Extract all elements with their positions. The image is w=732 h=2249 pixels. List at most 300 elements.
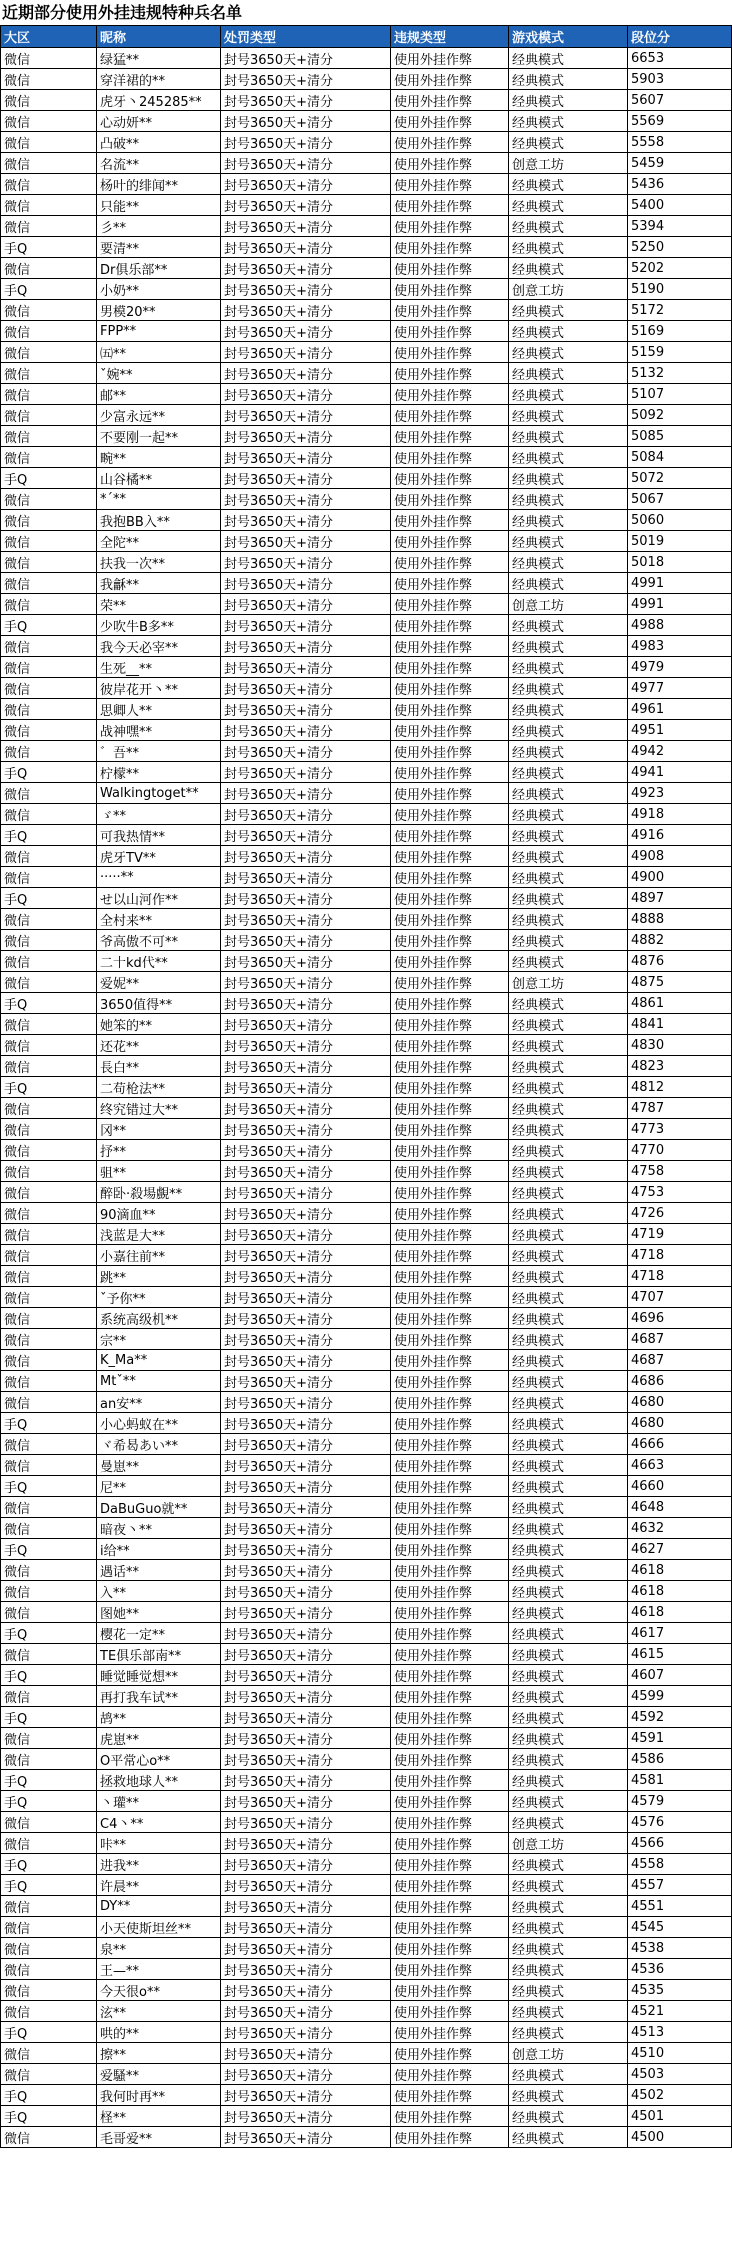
penalty-type-cell: 封号3650天+清分 xyxy=(221,1959,391,1980)
game-mode-cell: 经典模式 xyxy=(509,1056,628,1077)
violation-type-cell: 使用外挂作弊 xyxy=(391,930,509,951)
violation-type-cell: 使用外挂作弊 xyxy=(391,1287,509,1308)
rank-score-cell: 5018 xyxy=(628,552,732,573)
rank-score-cell: 4988 xyxy=(628,615,732,636)
rank-score-cell: 4941 xyxy=(628,762,732,783)
penalty-type-cell: 封号3650天+清分 xyxy=(221,1455,391,1476)
nickname-cell: 二苟枪法** xyxy=(97,1077,221,1098)
game-mode-cell: 经典模式 xyxy=(509,846,628,867)
region-cell: 微信 xyxy=(1,111,97,132)
region-cell: 微信 xyxy=(1,1329,97,1350)
nickname-cell: ·····** xyxy=(97,867,221,888)
region-cell: 微信 xyxy=(1,195,97,216)
region-cell: 手Q xyxy=(1,888,97,909)
violation-type-cell: 使用外挂作弊 xyxy=(391,804,509,825)
rank-score-cell: 4770 xyxy=(628,1140,732,1161)
penalty-type-cell: 封号3650天+清分 xyxy=(221,1287,391,1308)
violation-type-cell: 使用外挂作弊 xyxy=(391,1959,509,1980)
violation-type-cell: 使用外挂作弊 xyxy=(391,1518,509,1539)
penalty-type-cell: 封号3650天+清分 xyxy=(221,426,391,447)
rank-score-cell: 5067 xyxy=(628,489,732,510)
game-mode-cell: 经典模式 xyxy=(509,2064,628,2085)
penalty-type-cell: 封号3650天+清分 xyxy=(221,153,391,174)
violation-type-cell: 使用外挂作弊 xyxy=(391,1350,509,1371)
table-header-row xyxy=(1,26,732,48)
violation-type-cell: 使用外挂作弊 xyxy=(391,153,509,174)
penalty-type-cell: 封号3650天+清分 xyxy=(221,657,391,678)
rank-score-cell: 4687 xyxy=(628,1329,732,1350)
region-cell: 手Q xyxy=(1,1623,97,1644)
table-row xyxy=(1,1854,732,1875)
violation-type-cell: 使用外挂作弊 xyxy=(391,1602,509,1623)
violation-type-cell: 使用外挂作弊 xyxy=(391,132,509,153)
nickname-cell: 穿洋裙的** xyxy=(97,69,221,90)
rank-score-cell: 5202 xyxy=(628,258,732,279)
nickname-cell: 擦** xyxy=(97,2043,221,2064)
nickname-cell: 心动妍** xyxy=(97,111,221,132)
nickname-cell: 今天很o** xyxy=(97,1980,221,2001)
region-cell: 手Q xyxy=(1,237,97,258)
game-mode-cell: 经典模式 xyxy=(509,489,628,510)
table-row xyxy=(1,846,732,867)
region-cell: 微信 xyxy=(1,846,97,867)
game-mode-cell: 经典模式 xyxy=(509,825,628,846)
table-row xyxy=(1,1770,732,1791)
violation-type-cell: 使用外挂作弊 xyxy=(391,69,509,90)
nickname-cell: 思卿人** xyxy=(97,699,221,720)
violation-type-cell: 使用外挂作弊 xyxy=(391,2106,509,2127)
region-cell: 微信 xyxy=(1,1602,97,1623)
game-mode-cell: 创意工坊 xyxy=(509,1833,628,1854)
violation-type-cell: 使用外挂作弊 xyxy=(391,2001,509,2022)
violation-type-cell: 使用外挂作弊 xyxy=(391,1896,509,1917)
region-cell: 微信 xyxy=(1,1833,97,1854)
violation-type-cell: 使用外挂作弊 xyxy=(391,1770,509,1791)
violation-type-cell: 使用外挂作弊 xyxy=(391,1707,509,1728)
nickname-cell: 跳** xyxy=(97,1266,221,1287)
penalty-type-cell: 封号3650天+清分 xyxy=(221,2085,391,2106)
penalty-type-cell: 封号3650天+清分 xyxy=(221,1665,391,1686)
region-cell: 微信 xyxy=(1,1140,97,1161)
nickname-cell: TE俱乐部南** xyxy=(97,1644,221,1665)
violation-type-cell: 使用外挂作弊 xyxy=(391,615,509,636)
rank-score-cell: 4576 xyxy=(628,1812,732,1833)
table-row xyxy=(1,1686,732,1707)
game-mode-cell: 经典模式 xyxy=(509,867,628,888)
nickname-cell: 鸪** xyxy=(97,1707,221,1728)
rank-score-cell: 5169 xyxy=(628,321,732,342)
violation-type-cell: 使用外挂作弊 xyxy=(391,195,509,216)
region-cell: 微信 xyxy=(1,1812,97,1833)
nickname-cell: 畹** xyxy=(97,447,221,468)
violation-type-cell: 使用外挂作弊 xyxy=(391,258,509,279)
penalty-type-cell: 封号3650天+清分 xyxy=(221,720,391,741)
region-cell: 手Q xyxy=(1,615,97,636)
nickname-cell: 抒** xyxy=(97,1140,221,1161)
rank-score-cell: 4830 xyxy=(628,1035,732,1056)
game-mode-cell: 经典模式 xyxy=(509,447,628,468)
violation-type-cell: 使用外挂作弊 xyxy=(391,405,509,426)
nickname-cell: 邮** xyxy=(97,384,221,405)
region-cell: 微信 xyxy=(1,1266,97,1287)
nickname-cell: Dr俱乐部** xyxy=(97,258,221,279)
region-cell: 手Q xyxy=(1,1539,97,1560)
nickname-cell: 山谷橘** xyxy=(97,468,221,489)
region-cell: 微信 xyxy=(1,1980,97,2001)
rank-score-cell: 4876 xyxy=(628,951,732,972)
penalty-type-cell: 封号3650天+清分 xyxy=(221,888,391,909)
nickname-cell: 不要刚一起** xyxy=(97,426,221,447)
table-row xyxy=(1,1434,732,1455)
rank-score-cell: 5459 xyxy=(628,153,732,174)
game-mode-cell: 经典模式 xyxy=(509,69,628,90)
penalty-type-cell: 封号3650天+清分 xyxy=(221,1098,391,1119)
penalty-type-cell: 封号3650天+清分 xyxy=(221,384,391,405)
rank-score-cell: 5190 xyxy=(628,279,732,300)
nickname-cell: 再打我车试** xyxy=(97,1686,221,1707)
penalty-type-cell: 封号3650天+清分 xyxy=(221,1308,391,1329)
nickname-cell: DaBuGuo就** xyxy=(97,1497,221,1518)
nickname-cell: 泉** xyxy=(97,1938,221,1959)
nickname-cell: ゞ** xyxy=(97,804,221,825)
nickname-cell: 王—** xyxy=(97,1959,221,1980)
game-mode-cell: 经典模式 xyxy=(509,1602,628,1623)
rank-score-cell: 4882 xyxy=(628,930,732,951)
nickname-cell: 柠檬** xyxy=(97,762,221,783)
game-mode-cell: 经典模式 xyxy=(509,2127,628,2148)
nickname-cell: O平常心o** xyxy=(97,1749,221,1770)
nickname-cell: Mtˇ** xyxy=(97,1371,221,1392)
table-row xyxy=(1,720,732,741)
table-row xyxy=(1,237,732,258)
game-mode-cell: 经典模式 xyxy=(509,1497,628,1518)
region-cell: 微信 xyxy=(1,405,97,426)
nickname-cell: 二十kd代** xyxy=(97,951,221,972)
penalty-type-cell: 封号3650天+清分 xyxy=(221,132,391,153)
region-cell: 微信 xyxy=(1,153,97,174)
violation-type-cell: 使用外挂作弊 xyxy=(391,552,509,573)
nickname-cell: 曼崽** xyxy=(97,1455,221,1476)
nickname-cell: 只能** xyxy=(97,195,221,216)
table-row xyxy=(1,90,732,111)
penalty-type-cell: 封号3650天+清分 xyxy=(221,1896,391,1917)
violation-type-cell: 使用外挂作弊 xyxy=(391,216,509,237)
header-violation-type: 违规类型 xyxy=(391,26,509,48)
violation-type-cell: 使用外挂作弊 xyxy=(391,678,509,699)
nickname-cell: ゛吾** xyxy=(97,741,221,762)
game-mode-cell: 经典模式 xyxy=(509,258,628,279)
table-row xyxy=(1,1980,732,2001)
table-row xyxy=(1,1308,732,1329)
penalty-type-cell: 封号3650天+清分 xyxy=(221,783,391,804)
region-cell: 微信 xyxy=(1,174,97,195)
table-row xyxy=(1,1497,732,1518)
nickname-cell: 生死__** xyxy=(97,657,221,678)
violation-type-cell: 使用外挂作弊 xyxy=(391,867,509,888)
nickname-cell: 小奶** xyxy=(97,279,221,300)
violation-type-cell: 使用外挂作弊 xyxy=(391,1455,509,1476)
nickname-cell: 3650值得** xyxy=(97,993,221,1014)
game-mode-cell: 经典模式 xyxy=(509,237,628,258)
table-row xyxy=(1,1917,732,1938)
violation-type-cell: 使用外挂作弊 xyxy=(391,909,509,930)
table-row xyxy=(1,447,732,468)
region-cell: 微信 xyxy=(1,804,97,825)
table-row xyxy=(1,48,732,69)
rank-score-cell: 5569 xyxy=(628,111,732,132)
header-rank-score: 段位分 xyxy=(628,26,732,48)
violation-type-cell: 使用外挂作弊 xyxy=(391,531,509,552)
game-mode-cell: 经典模式 xyxy=(509,1749,628,1770)
penalty-type-cell: 封号3650天+清分 xyxy=(221,930,391,951)
table-row xyxy=(1,321,732,342)
region-cell: 微信 xyxy=(1,909,97,930)
penalty-type-cell: 封号3650天+清分 xyxy=(221,1938,391,1959)
rank-score-cell: 5132 xyxy=(628,363,732,384)
table-row xyxy=(1,1455,732,1476)
game-mode-cell: 经典模式 xyxy=(509,804,628,825)
region-cell: 微信 xyxy=(1,720,97,741)
violation-type-cell: 使用外挂作弊 xyxy=(391,1014,509,1035)
nickname-cell: 男模20** xyxy=(97,300,221,321)
violation-type-cell: 使用外挂作弊 xyxy=(391,1161,509,1182)
penalty-type-cell: 封号3650天+清分 xyxy=(221,993,391,1014)
rank-score-cell: 4897 xyxy=(628,888,732,909)
violation-type-cell: 使用外挂作弊 xyxy=(391,1686,509,1707)
violation-type-cell: 使用外挂作弊 xyxy=(391,1434,509,1455)
region-cell: 微信 xyxy=(1,363,97,384)
region-cell: 微信 xyxy=(1,1203,97,1224)
rank-score-cell: 4977 xyxy=(628,678,732,699)
violation-type-cell: 使用外挂作弊 xyxy=(391,510,509,531)
violation-type-cell: 使用外挂作弊 xyxy=(391,720,509,741)
penalty-type-cell: 封号3650天+清分 xyxy=(221,1560,391,1581)
rank-score-cell: 4618 xyxy=(628,1560,732,1581)
region-cell: 微信 xyxy=(1,678,97,699)
table-row xyxy=(1,1959,732,1980)
violation-type-cell: 使用外挂作弊 xyxy=(391,1182,509,1203)
penalty-type-cell: 封号3650天+清分 xyxy=(221,1644,391,1665)
region-cell: 手Q xyxy=(1,1476,97,1497)
region-cell: 微信 xyxy=(1,447,97,468)
table-row xyxy=(1,930,732,951)
game-mode-cell: 经典模式 xyxy=(509,1266,628,1287)
table-row xyxy=(1,1791,732,1812)
table-row xyxy=(1,1896,732,1917)
nickname-cell: 拯救地球人** xyxy=(97,1770,221,1791)
region-cell: 手Q xyxy=(1,468,97,489)
rank-score-cell: 4500 xyxy=(628,2127,732,2148)
rank-score-cell: 5250 xyxy=(628,237,732,258)
violation-type-cell: 使用外挂作弊 xyxy=(391,300,509,321)
rank-score-cell: 4773 xyxy=(628,1119,732,1140)
violation-type-cell: 使用外挂作弊 xyxy=(391,1917,509,1938)
region-cell: 手Q xyxy=(1,1791,97,1812)
nickname-cell: 荣** xyxy=(97,594,221,615)
nickname-cell: 樱花一定** xyxy=(97,1623,221,1644)
penalty-type-cell: 封号3650天+清分 xyxy=(221,111,391,132)
region-cell: 微信 xyxy=(1,1581,97,1602)
game-mode-cell: 经典模式 xyxy=(509,552,628,573)
penalty-type-cell: 封号3650天+清分 xyxy=(221,1602,391,1623)
nickname-cell: 泫** xyxy=(97,2001,221,2022)
region-cell: 微信 xyxy=(1,531,97,552)
rank-score-cell: 4607 xyxy=(628,1665,732,1686)
violation-type-cell: 使用外挂作弊 xyxy=(391,1476,509,1497)
region-cell: 微信 xyxy=(1,1728,97,1749)
violation-type-cell: 使用外挂作弊 xyxy=(391,363,509,384)
violation-type-cell: 使用外挂作弊 xyxy=(391,2064,509,2085)
game-mode-cell: 经典模式 xyxy=(509,678,628,699)
game-mode-cell: 经典模式 xyxy=(509,1119,628,1140)
violation-type-cell: 使用外挂作弊 xyxy=(391,2022,509,2043)
game-mode-cell: 经典模式 xyxy=(509,174,628,195)
nickname-cell: 丶瓘** xyxy=(97,1791,221,1812)
header-game-mode: 游戏模式 xyxy=(509,26,628,48)
game-mode-cell: 经典模式 xyxy=(509,1728,628,1749)
violation-type-cell: 使用外挂作弊 xyxy=(391,1245,509,1266)
game-mode-cell: 经典模式 xyxy=(509,699,628,720)
rank-score-cell: 4923 xyxy=(628,783,732,804)
nickname-cell: 暗夜丶** xyxy=(97,1518,221,1539)
rank-score-cell: 4558 xyxy=(628,1854,732,1875)
game-mode-cell: 经典模式 xyxy=(509,1224,628,1245)
rank-score-cell: 4908 xyxy=(628,846,732,867)
rank-score-cell: 4599 xyxy=(628,1686,732,1707)
game-mode-cell: 经典模式 xyxy=(509,1077,628,1098)
table-row xyxy=(1,1476,732,1497)
nickname-cell: DY** xyxy=(97,1896,221,1917)
table-row xyxy=(1,825,732,846)
region-cell: 微信 xyxy=(1,1959,97,1980)
table-row xyxy=(1,1749,732,1770)
rank-score-cell: 4545 xyxy=(628,1917,732,1938)
violation-type-cell: 使用外挂作弊 xyxy=(391,1791,509,1812)
game-mode-cell: 经典模式 xyxy=(509,1371,628,1392)
region-cell: 微信 xyxy=(1,741,97,762)
region-cell: 手Q xyxy=(1,279,97,300)
penalty-type-cell: 封号3650天+清分 xyxy=(221,615,391,636)
game-mode-cell: 经典模式 xyxy=(509,720,628,741)
penalty-type-cell: 封号3650天+清分 xyxy=(221,1182,391,1203)
violation-type-cell: 使用外挂作弊 xyxy=(391,384,509,405)
rank-score-cell: 5172 xyxy=(628,300,732,321)
region-cell: 微信 xyxy=(1,258,97,279)
penalty-type-cell: 封号3650天+清分 xyxy=(221,1581,391,1602)
region-cell: 微信 xyxy=(1,1938,97,1959)
nickname-cell: 要清** xyxy=(97,237,221,258)
table-row xyxy=(1,1728,732,1749)
table-row xyxy=(1,1392,732,1413)
nickname-cell: 睡觉睡觉想** xyxy=(97,1665,221,1686)
table-row xyxy=(1,2043,732,2064)
rank-score-cell: 4666 xyxy=(628,1434,732,1455)
penalty-type-cell: 封号3650天+清分 xyxy=(221,573,391,594)
table-row xyxy=(1,279,732,300)
region-cell: 微信 xyxy=(1,1371,97,1392)
game-mode-cell: 经典模式 xyxy=(509,1014,628,1035)
table-row xyxy=(1,153,732,174)
violation-type-cell: 使用外挂作弊 xyxy=(391,237,509,258)
penalty-type-cell: 封号3650天+清分 xyxy=(221,90,391,111)
violation-type-cell: 使用外挂作弊 xyxy=(391,174,509,195)
region-cell: 微信 xyxy=(1,1035,97,1056)
game-mode-cell: 经典模式 xyxy=(509,1791,628,1812)
game-mode-cell: 经典模式 xyxy=(509,1581,628,1602)
penalty-type-cell: 封号3650天+清分 xyxy=(221,468,391,489)
region-cell: 手Q xyxy=(1,1413,97,1434)
violation-type-cell: 使用外挂作弊 xyxy=(391,342,509,363)
region-cell: 微信 xyxy=(1,1308,97,1329)
region-cell: 微信 xyxy=(1,48,97,69)
game-mode-cell: 经典模式 xyxy=(509,1434,628,1455)
rank-score-cell: 4680 xyxy=(628,1392,732,1413)
penalty-type-cell: 封号3650天+清分 xyxy=(221,258,391,279)
penalty-type-cell: 封号3650天+清分 xyxy=(221,2043,391,2064)
penalty-type-cell: 封号3650天+清分 xyxy=(221,1917,391,1938)
nickname-cell: 图她** xyxy=(97,1602,221,1623)
game-mode-cell: 创意工坊 xyxy=(509,594,628,615)
rank-score-cell: 5903 xyxy=(628,69,732,90)
nickname-cell: 哄的** xyxy=(97,2022,221,2043)
penalty-type-cell: 封号3650天+清分 xyxy=(221,321,391,342)
nickname-cell: ヾ希曷あい** xyxy=(97,1434,221,1455)
region-cell: 微信 xyxy=(1,300,97,321)
nickname-cell: 许晨** xyxy=(97,1875,221,1896)
region-cell: 手Q xyxy=(1,2085,97,2106)
penalty-type-cell: 封号3650天+清分 xyxy=(221,279,391,300)
table-row xyxy=(1,657,732,678)
penalty-type-cell: 封号3650天+清分 xyxy=(221,489,391,510)
table-row xyxy=(1,615,732,636)
region-cell: 微信 xyxy=(1,1287,97,1308)
nickname-cell: 小天使斯坦丝** xyxy=(97,1917,221,1938)
penalty-type-cell: 封号3650天+清分 xyxy=(221,1350,391,1371)
game-mode-cell: 经典模式 xyxy=(509,1644,628,1665)
nickname-cell: 杨叶的绯闻** xyxy=(97,174,221,195)
nickname-cell: 少富永远** xyxy=(97,405,221,426)
table-row xyxy=(1,1203,732,1224)
rank-score-cell: 4951 xyxy=(628,720,732,741)
violation-type-cell: 使用外挂作弊 xyxy=(391,2127,509,2148)
table-row xyxy=(1,531,732,552)
table-row xyxy=(1,1182,732,1203)
rank-score-cell: 4648 xyxy=(628,1497,732,1518)
violation-type-cell: 使用外挂作弊 xyxy=(391,1308,509,1329)
nickname-cell: FPP** xyxy=(97,321,221,342)
nickname-cell: 冈** xyxy=(97,1119,221,1140)
region-cell: 微信 xyxy=(1,69,97,90)
violation-type-cell: 使用外挂作弊 xyxy=(391,111,509,132)
game-mode-cell: 经典模式 xyxy=(509,930,628,951)
nickname-cell: 进我** xyxy=(97,1854,221,1875)
game-mode-cell: 经典模式 xyxy=(509,1896,628,1917)
region-cell: 手Q xyxy=(1,993,97,1014)
rank-score-cell: 4726 xyxy=(628,1203,732,1224)
table-row xyxy=(1,111,732,132)
table-row xyxy=(1,2022,732,2043)
rank-score-cell: 5400 xyxy=(628,195,732,216)
game-mode-cell: 经典模式 xyxy=(509,468,628,489)
violation-type-cell: 使用外挂作弊 xyxy=(391,279,509,300)
violation-type-cell: 使用外挂作弊 xyxy=(391,1833,509,1854)
nickname-cell: 我龢** xyxy=(97,573,221,594)
violation-type-cell: 使用外挂作弊 xyxy=(391,1749,509,1770)
rank-score-cell: 4660 xyxy=(628,1476,732,1497)
game-mode-cell: 经典模式 xyxy=(509,1518,628,1539)
nickname-cell: an安** xyxy=(97,1392,221,1413)
penalty-type-cell: 封号3650天+清分 xyxy=(221,1434,391,1455)
